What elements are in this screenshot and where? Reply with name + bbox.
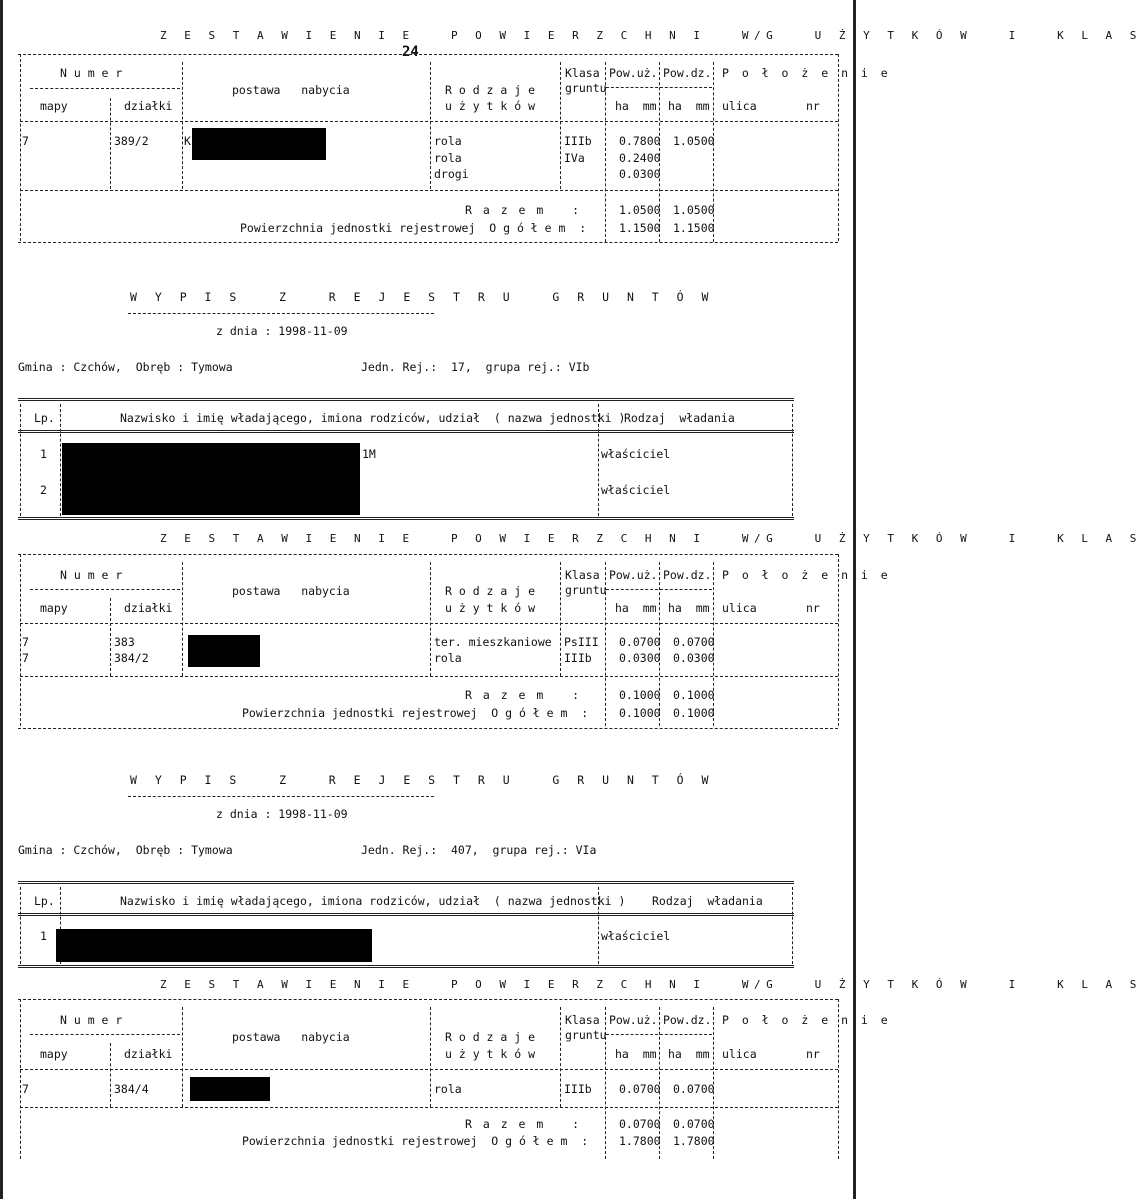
summary-title-1: Z E S T A W I E N I E P O W I E R Z C H N I W/G U Ż Y T K Ó W I K L A S [160,29,1142,42]
t3-hdr-nr: nr [806,1047,820,1061]
t2-r1-pow-uz: 0.0700 [619,635,661,649]
t2-hdr-uzytkow: u ż y t k ó w [445,601,536,615]
t2-hdr-dzialki: działki [124,601,173,615]
table3-col-numer-end [182,1007,183,1107]
t3-razem-dz: 0.0700 [673,1117,715,1131]
owners2-bottom-border [18,517,794,520]
wypis-title-underline-3 [128,796,434,797]
jedn-rej-3: Jedn. Rej.: 407, grupa rej.: VIa [361,843,597,857]
t2-hdr-pow-divider [606,589,712,590]
owners3-hdr-rodzaj: Rodzaj władania [652,894,763,908]
hdr-nr: nr [806,99,820,113]
t1-r3-pow-uz: 0.0300 [619,167,661,181]
owner2-1-suffix: 1M [362,447,376,461]
table2-bottom-border [18,728,838,729]
t2-ogolem-dz: 0.1000 [673,706,715,720]
t3-r1-mapy: 7 [22,1082,29,1096]
table2-top-border [18,554,838,555]
table1-bottom-border [18,242,838,243]
owners3-header-bottom [18,913,794,916]
t2-r1-pow-dz: 0.0700 [673,635,715,649]
t2-hdr-klasa: Klasa [565,568,600,582]
owner2-1-lp: 1 [40,447,47,461]
owner2-1-rodzaj: właściciel [601,447,671,461]
wypis-date-2: z dnia : 1998-11-09 [216,324,348,338]
page-number: 24 [402,44,419,60]
hdr-postawa: postawa nabycia [232,83,350,97]
t2-r1-mapy: 7 [22,635,29,649]
t2-ogolem-label: Powierzchnia jednostki rejestrowej O g ó ł e m : [242,706,589,720]
hdr-klasa: Klasa [565,66,600,80]
t2-r1-dzialki: 383 [114,635,135,649]
t3-hdr-ha-mm-dz: ha mm [668,1047,710,1061]
t1-r1-mapy: 7 [22,134,29,148]
t1-ogolem-label: Powierzchnia jednostki rejestrowej O g ó ł e m : [240,221,587,235]
t1-r1-pow-uz: 0.7800 [619,134,661,148]
t1-razem-label: R a z e m : [465,203,582,217]
owners2-right [792,404,793,516]
owner2-2-rodzaj: właściciel [601,483,671,497]
table2-body-bottom [20,676,838,677]
t3-hdr-pow-uz: Pow.uż. [609,1013,658,1027]
owners2-left [20,404,21,516]
t2-hdr-mapy: mapy [40,601,68,615]
t2-hdr-ha-mm-dz: ha mm [668,601,710,615]
t1-r1-pow-dz: 1.0500 [673,134,715,148]
t2-r1-uzytek: ter. mieszkaniowe [434,635,552,649]
t2-r2-uzytek: rola [434,651,462,665]
wypis-date-3: z dnia : 1998-11-09 [216,807,348,821]
t3-hdr-uzytkow: u ż y t k ó w [445,1047,536,1061]
table2-col-numer-end [182,562,183,676]
wypis-title-2: W Y P I S Z R E J E S T R U G R U N T Ó W [130,290,714,304]
hdr-pow-dz: Pow.dz. [663,66,712,80]
t3-hdr-postawa: postawa nabycia [232,1030,350,1044]
t2-r2-klasa: IIIb [564,651,592,665]
t2-ogolem-uz: 0.1000 [619,706,661,720]
table3-col-postawa-end [430,1007,431,1107]
t2-hdr-polozenie: P o ł o ż e n i e [722,568,891,582]
hdr-ha-mm-dz: ha mm [668,99,710,113]
t2-r2-pow-dz: 0.0300 [673,651,715,665]
t1-r1-dzialki: 389/2 [114,134,149,148]
t3-ogolem-dz: 1.7800 [673,1134,715,1148]
table1-col-uzytki-end [560,62,561,189]
hdr-uzytkow: u ż y t k ó w [445,99,536,113]
wypis-title-underline-2 [128,313,434,314]
table3-top-border [18,999,838,1000]
gmina-line-3: Gmina : Czchów, Obręb : Tymowa [18,843,233,857]
t2-hdr-ulica: ulica [722,601,757,615]
table1-body-bottom [20,190,838,191]
hdr-ulica: ulica [722,99,757,113]
t2-r2-pow-uz: 0.0300 [619,651,661,665]
owners2-hdr-lp: Lp. [34,411,55,425]
t1-r3-uzytek: drogi [434,167,469,181]
owner2-2-lp: 2 [40,483,47,497]
t1-r2-uzytek: rola [434,151,462,165]
t3-r1-dzialki: 384/4 [114,1082,149,1096]
t2-r2-mapy: 7 [22,651,29,665]
table1-col-mapy-end [110,98,111,189]
t2-razem-label: R a z e m : [465,688,582,702]
summary-title-3: Z E S T A W I E N I E P O W I E R Z C H N I W/G U Ż Y T K Ó W I K L A S [160,978,1142,991]
owners3-hdr-name: Nazwisko i imię władającego, imiona rodziców, udział ( nazwa jednostki ) [120,894,626,908]
t2-hdr-rodzaje: R o d z a j e [445,584,536,598]
t3-razem-uz: 0.0700 [619,1117,661,1131]
table3-col-uzytki-end [560,1007,561,1107]
table3-left [20,999,21,1159]
t2-hdr-pow-dz: Pow.dz. [663,568,712,582]
hdr-pow-uz: Pow.uż. [609,66,658,80]
table3-header-bottom [20,1069,838,1070]
hdr-gruntu: gruntu [565,81,607,95]
summary-title-2: Z E S T A W I E N I E P O W I E R Z C H N I W/G U Ż Y T K Ó W I K L A S [160,532,1142,545]
owners3-hdr-lp: Lp. [34,894,55,908]
table2-header-bottom [20,623,838,624]
owners3-bottom-border [18,965,794,968]
table2-col-postawa-end [430,562,431,676]
t3-r1-pow-dz: 0.0700 [673,1082,715,1096]
owners2-top-border [18,398,794,401]
owners2-hdr-rodzaj: Rodzaj władania [624,411,735,425]
redaction-block [62,443,360,515]
table2-left [20,554,21,726]
redaction-block [190,1077,270,1101]
owner3-1-rodzaj: właściciel [601,929,671,943]
t1-razem-uz: 1.0500 [619,203,661,217]
owner3-1-lp: 1 [40,929,47,943]
hdr-rodzaje: R o d z a j e [445,83,536,97]
t2-r1-klasa: PsIII [564,635,599,649]
hdr-ha-mm-uz: ha mm [615,99,657,113]
jedn-rej-2: Jedn. Rej.: 17, grupa rej.: VIb [361,360,590,374]
t2-hdr-numer-underline [30,589,180,590]
gmina-line-2: Gmina : Czchów, Obręb : Tymowa [18,360,233,374]
owners2-hdr-name: Nazwisko i imię władającego, imiona rodziców, udział ( nazwa jednostki ) [120,411,626,425]
t3-ogolem-uz: 1.7800 [619,1134,661,1148]
t1-ogolem-uz: 1.1500 [619,221,661,235]
t3-hdr-klasa: Klasa [565,1013,600,1027]
table2-col-mapy-end [110,598,111,676]
t3-hdr-rodzaje: R o d z a j e [445,1030,536,1044]
redaction-block [56,929,372,962]
t2-r2-dzialki: 384/2 [114,651,149,665]
t3-hdr-mapy: mapy [40,1047,68,1061]
t1-r2-klasa: IVa [564,151,585,165]
redaction-block [188,635,260,667]
table3-body-bottom [20,1107,838,1108]
t3-hdr-numer-underline [30,1034,180,1035]
t2-hdr-nr: nr [806,601,820,615]
hdr-polozenie: P o ł o ż e n i e [722,66,891,80]
hdr-pow-divider [606,87,712,88]
wypis-title-3: W Y P I S Z R E J E S T R U G R U N T Ó W [130,773,714,787]
t2-hdr-pow-uz: Pow.uż. [609,568,658,582]
t3-r1-uzytek: rola [434,1082,462,1096]
table1-right-border [838,54,839,241]
t3-hdr-pow-dz: Pow.dz. [663,1013,712,1027]
t3-razem-label: R a z e m : [465,1117,582,1131]
t1-r1-uzytek: rola [434,134,462,148]
t1-razem-dz: 1.0500 [673,203,715,217]
owners2-header-bottom [18,430,794,433]
t3-hdr-gruntu: gruntu [565,1028,607,1042]
hdr-dzialki: działki [124,99,173,113]
redaction-block [192,128,326,160]
t1-ogolem-dz: 1.1500 [673,221,715,235]
t2-razem-uz: 0.1000 [619,688,661,702]
t3-r1-pow-uz: 0.0700 [619,1082,661,1096]
t2-razem-dz: 0.1000 [673,688,715,702]
t3-hdr-polozenie: P o ł o ż e n i e [722,1013,891,1027]
t2-hdr-postawa: postawa nabycia [232,584,350,598]
t3-ogolem-label: Powierzchnia jednostki rejestrowej O g ó ł e m : [242,1134,589,1148]
page-left-edge [0,0,3,1199]
t3-hdr-ulica: ulica [722,1047,757,1061]
t3-hdr-ha-mm-uz: ha mm [615,1047,657,1061]
t3-hdr-numer: N u m e r [60,1013,123,1027]
table1-col-numer-end [182,62,183,189]
owners3-left [20,887,21,964]
t1-r1-postawa-prefix: K [184,134,191,148]
t2-hdr-ha-mm-uz: ha mm [615,601,657,615]
t2-hdr-gruntu: gruntu [565,583,607,597]
t3-hdr-pow-divider [606,1034,712,1035]
table1-left-border [20,54,21,241]
t1-r1-klasa: IIIb [564,134,592,148]
table3-col-mapy-end [110,1043,111,1107]
table1-col-postawa-end [430,62,431,189]
hdr-numer: N u m e r [60,66,123,80]
hdr-mapy: mapy [40,99,68,113]
table1-header-bottom [20,121,838,122]
t2-hdr-numer: N u m e r [60,568,123,582]
table1-top-border [18,54,838,55]
hdr-numer-underline [30,88,180,89]
t3-hdr-dzialki: działki [124,1047,173,1061]
owners3-right [792,887,793,964]
t1-r2-pow-uz: 0.2400 [619,151,661,165]
t3-r1-klasa: IIIb [564,1082,592,1096]
table2-col-uzytki-end [560,562,561,676]
owners3-top-border [18,881,794,884]
owners2-col-lp [60,404,61,516]
